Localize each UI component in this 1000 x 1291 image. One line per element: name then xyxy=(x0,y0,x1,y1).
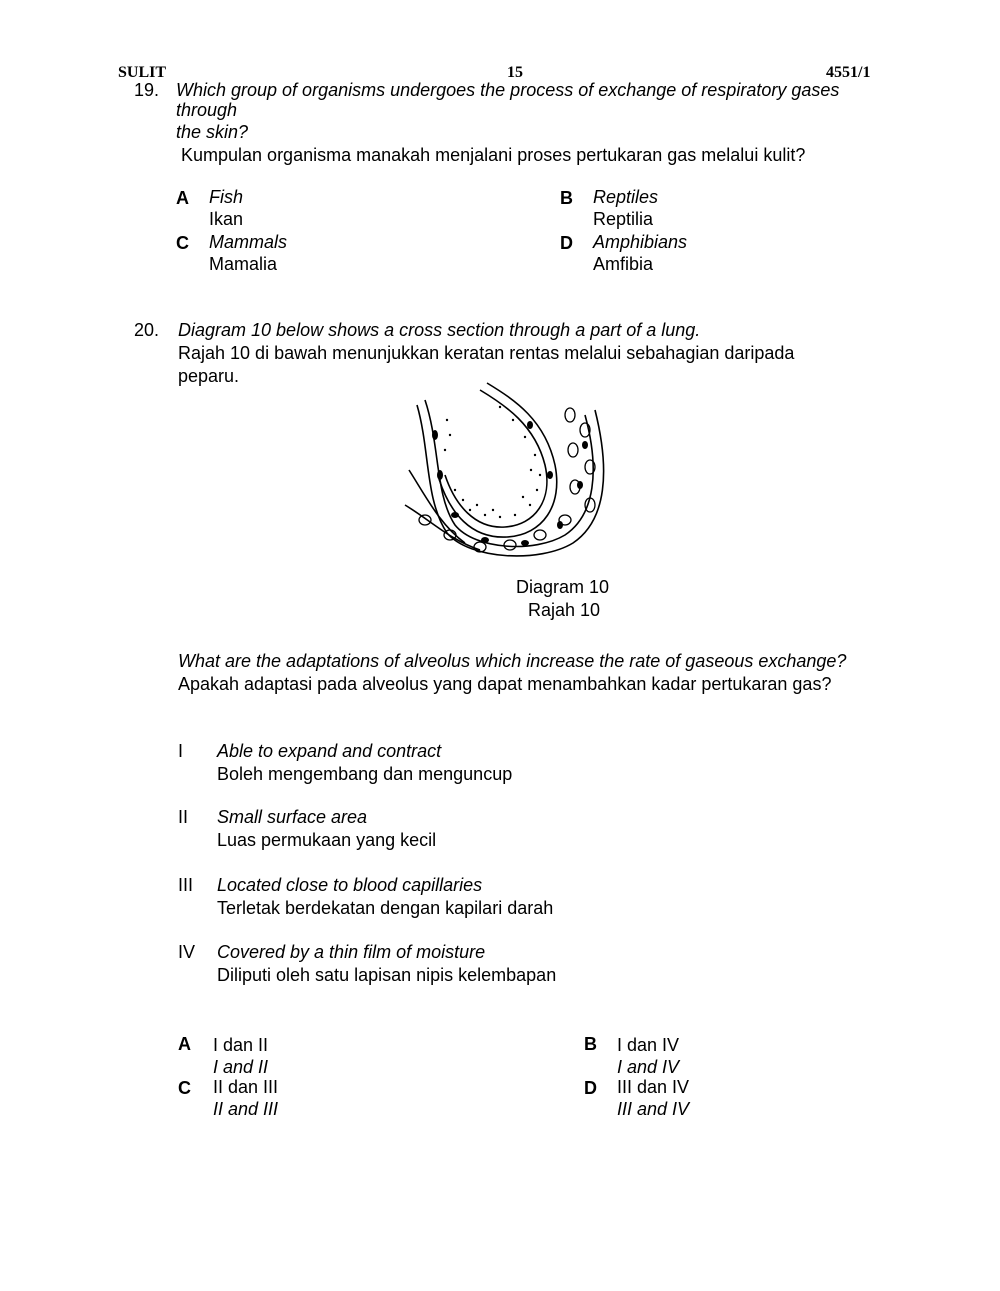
statement-i-ms: Boleh mengembang dan menguncup xyxy=(217,764,513,784)
q20-option-d-ms[interactable]: III dan IV xyxy=(617,1077,690,1097)
statement-ii-ms: Luas permukaan yang kecil xyxy=(217,830,437,850)
q19-option-d-ms: Amfibia xyxy=(593,254,654,274)
q20-option-d-en: III and IV xyxy=(617,1099,690,1119)
q19-option-d-en[interactable]: Amphibians xyxy=(593,232,688,252)
alveolus-wall-outer xyxy=(405,400,604,556)
q20-intro-ms-1: Rajah 10 di bawah menunjukkan keratan rentas melalui sebahagian daripada xyxy=(178,343,795,363)
statement-iv-en: Covered by a thin film of moisture xyxy=(217,942,486,962)
q19-option-b-ms: Reptilia xyxy=(593,209,654,229)
header-right: 4551/1 xyxy=(826,64,871,81)
q20-option-b-ms[interactable]: I dan IV xyxy=(617,1035,680,1055)
q20-option-c-ms[interactable]: II dan III xyxy=(213,1077,279,1097)
q20-option-c-en: II and III xyxy=(213,1099,279,1119)
q20-question-ms: Apakah adaptasi pada alveolus yang dapat menambahkan kadar pertukaran gas? xyxy=(178,674,832,694)
q20-option-a-letter: A xyxy=(178,1034,191,1054)
q19-option-d-letter: D xyxy=(560,233,573,253)
q19-option-c-en[interactable]: Mammals xyxy=(209,232,288,252)
q20-option-d-letter: D xyxy=(584,1078,597,1098)
statement-ii-en: Small surface area xyxy=(217,807,368,827)
q20-number: 20. xyxy=(134,320,160,340)
q20-intro-ms-2: peparu. xyxy=(178,366,240,386)
statement-ii-numeral: II xyxy=(178,807,189,827)
q19-question-en-1: Which group of organisms undergoes the process of exchange of respiratory gases xyxy=(176,80,840,100)
statement-iv-ms: Diliputi oleh satu lapisan nipis kelembapan xyxy=(217,965,557,985)
statement-i-numeral: I xyxy=(178,741,184,761)
q20-option-b-en: I and IV xyxy=(617,1057,680,1077)
statement-iii-en: Located close to blood capillaries xyxy=(217,875,483,895)
q20-option-c-letter: C xyxy=(178,1078,191,1098)
q19-question-en-2: through xyxy=(176,100,238,120)
q20-option-a-ms[interactable]: I dan II xyxy=(213,1035,269,1055)
statement-iii-ms: Terletak berdekatan dengan kapilari darah xyxy=(217,898,554,918)
q20-question-en: What are the adaptations of alveolus which increase the rate of gaseous exchange? xyxy=(178,651,847,671)
q20-intro-en: Diagram 10 below shows a cross section through a part of a lung. xyxy=(178,320,701,340)
statement-iv-numeral: IV xyxy=(178,942,196,962)
q19-option-b-en[interactable]: Reptiles xyxy=(593,187,659,207)
diagram-caption-ms: Rajah 10 xyxy=(528,600,601,620)
q19-option-a-en[interactable]: Fish xyxy=(209,187,244,207)
q19-option-c-ms: Mamalia xyxy=(209,254,278,274)
q19-option-a-ms: Ikan xyxy=(209,209,244,229)
header-left: SULIT xyxy=(118,64,167,81)
q20-option-b-letter: B xyxy=(584,1034,597,1054)
alveolus-diagram xyxy=(395,375,625,565)
q19-option-c-letter: C xyxy=(176,233,189,253)
page-number: 15 xyxy=(507,64,523,81)
statement-iii-numeral: III xyxy=(178,875,194,895)
q19-question-en-3: the skin? xyxy=(176,122,249,142)
q19-option-b-letter: B xyxy=(560,188,573,208)
q19-option-a-letter: A xyxy=(176,188,189,208)
statement-i-en: Able to expand and contract xyxy=(217,741,442,761)
q20-option-a-en: I and II xyxy=(213,1057,269,1077)
q19-number: 19. xyxy=(134,80,160,100)
q19-question-ms: Kumpulan organisma manakah menjalani proses pertukaran gas melalui kulit? xyxy=(181,145,806,165)
diagram-caption-en: Diagram 10 xyxy=(516,577,610,597)
